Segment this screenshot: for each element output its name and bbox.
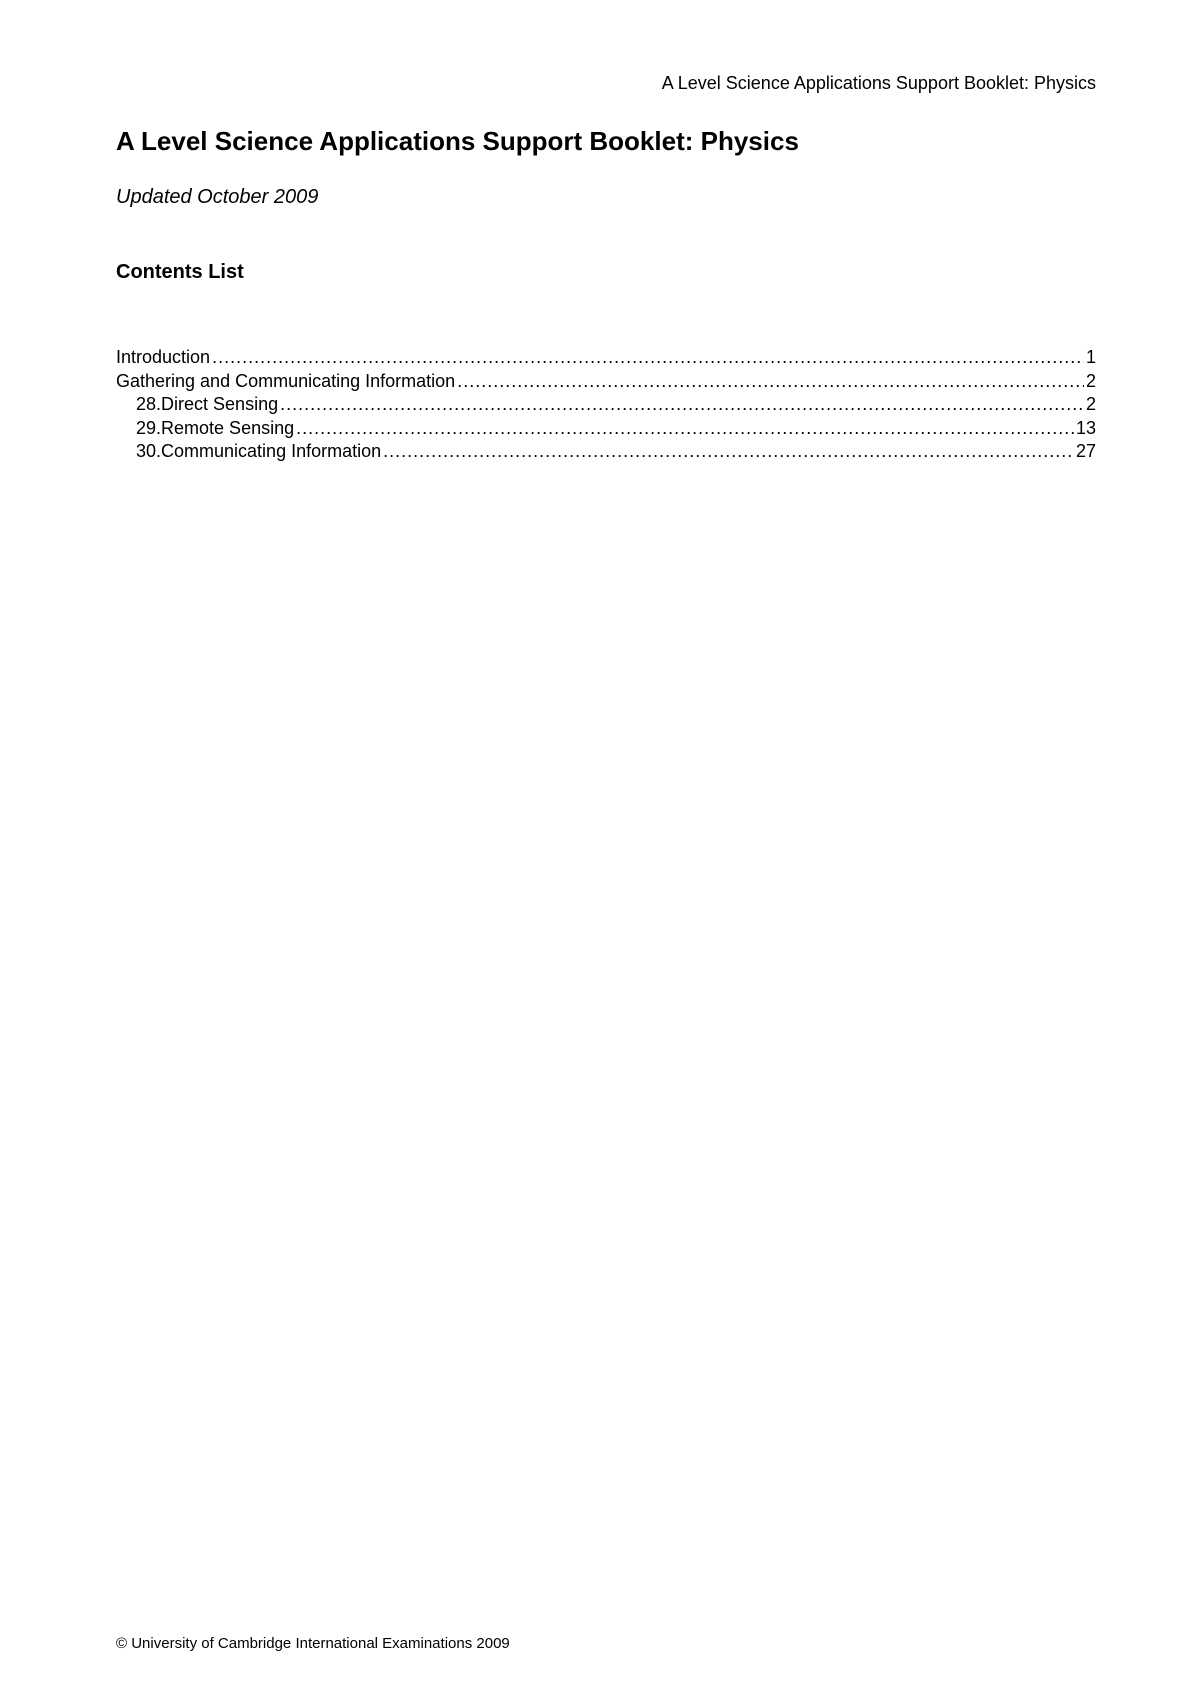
toc-entry-title: Remote Sensing: [161, 417, 295, 438]
running-header: A Level Science Applications Support Booklet: Physics: [661, 73, 1096, 93]
toc-entry-introduction[interactable]: [116, 346, 1096, 370]
contents-heading: Contents List: [116, 261, 244, 283]
toc-dot-leader: [212, 346, 1084, 370]
toc-dot-leader: [383, 440, 1074, 464]
toc-entry-title: Communicating Information: [161, 441, 382, 461]
toc-page-number: 13: [1075, 417, 1096, 438]
toc-entry-title: Direct Sensing: [161, 394, 279, 414]
document-title: A Level Science Applications Support Booklet: Physics: [116, 126, 799, 156]
copyright-footer: © University of Cambridge International Examinations 2009: [116, 1635, 510, 1652]
toc-section-number: 28.: [136, 394, 162, 414]
table-of-contents: [116, 346, 1096, 464]
toc-page-number: 2: [1085, 370, 1096, 391]
toc-entry-title: Gathering and Communicating Information: [116, 370, 456, 391]
toc-entry-remote-sensing[interactable]: [116, 417, 1096, 441]
toc-page-number: 27: [1075, 441, 1096, 461]
toc-dot-leader: [296, 417, 1074, 441]
toc-section-number: 30.: [136, 441, 162, 461]
toc-section-number: 29.: [136, 417, 162, 438]
toc-page-number: 2: [1085, 394, 1096, 414]
toc-entry-communicating-information[interactable]: [116, 440, 1096, 464]
toc-entry-title: Introduction: [116, 347, 211, 367]
toc-page-number: 1: [1085, 347, 1096, 367]
toc-entry-direct-sensing[interactable]: [116, 393, 1096, 417]
document-subtitle: Updated October 2009: [116, 186, 319, 208]
toc-dot-leader: [457, 370, 1084, 394]
toc-dot-leader: [280, 393, 1084, 417]
toc-entry-gathering-and-communicating-information[interactable]: [116, 370, 1096, 394]
